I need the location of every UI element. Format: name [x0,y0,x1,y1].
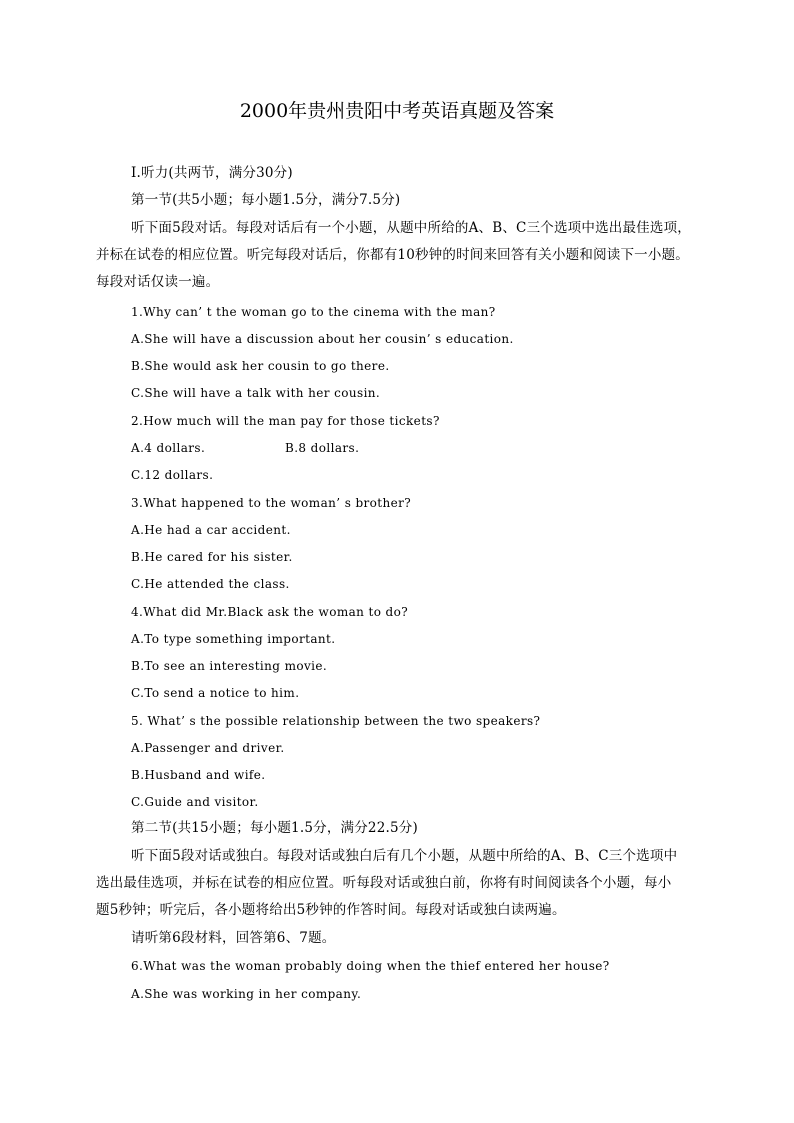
option-c: C.He attended the class. [131,577,290,591]
material-note: 请听第6段材料，回答第6、7题。 [131,930,336,946]
instruction-line: 听下面5段对话。每段对话后有一个小题，从题中所给的A、B、C三个选项中选出最佳选项， [131,220,691,236]
instruction-line: 听下面5段对话或独白。每段对话或独白后有几个小题，从题中所给的A、B、C三个选项中 [131,848,678,864]
option-b: B.She would ask her cousin to go there. [131,359,390,373]
option-a: A.Passenger and driver. [131,741,285,755]
question-stem: 1.Why can’ t the woman go to the cinema with the man? [131,305,496,319]
option-a: A.She will have a discussion about her cousin’ s education. [131,332,514,346]
option-b: B.Husband and wife. [131,768,266,782]
question-stem: 6.What was the woman probably doing when the thief entered her house? [131,959,610,973]
instruction-line: 每段对话仅读一遍。 [96,274,220,290]
option-b: B.8 dollars. [285,441,360,455]
option-b: B.He cared for his sister. [131,550,293,564]
option-c: C.Guide and visitor. [131,795,259,809]
option-a: A.4 dollars. [131,441,206,455]
option-c: C.She will have a talk with her cousin. [131,386,381,400]
option-c: C.12 dollars. [131,468,214,482]
option-c: C.To send a notice to him. [131,686,300,700]
part-1-heading: 第一节(共5小题；每小题1.5分，满分7.5分) [131,192,401,208]
option-a: A.He had a car accident. [131,523,291,537]
question-stem: 2.How much will the man pay for those tickets? [131,414,440,428]
instruction-line: 题5秒钟；听完后，各小题将给出5秒钟的作答时间。每段对话或独白读两遍。 [96,902,566,918]
option-b: B.To see an interesting movie. [131,659,328,673]
question-stem: 3.What happened to the woman’ s brother? [131,496,412,510]
option-a: A.She was working in her company. [131,987,362,1001]
instruction-line: 并标在试卷的相应位置。听完每段对话后，你都有10秒钟的时间来回答有关小题和阅读下一小题。 [96,247,689,263]
option-a: A.To type something important. [131,632,336,646]
question-stem: 5. What’ s the possible relationship between the two speakers? [131,714,541,728]
instruction-line: 选出最佳选项，并标在试卷的相应位置。听每段对话或独白前，你将有时间阅读各个小题，每小 [96,875,672,891]
page-title: 2000年贵州贵阳中考英语真题及答案 [239,100,555,122]
part-2-heading: 第二节(共15小题；每小题1.5分，满分22.5分) [131,820,418,836]
question-stem: 4.What did Mr.Black ask the woman to do? [131,605,409,619]
section-heading: Ⅰ.听力(共两节，满分30分) [131,165,293,181]
